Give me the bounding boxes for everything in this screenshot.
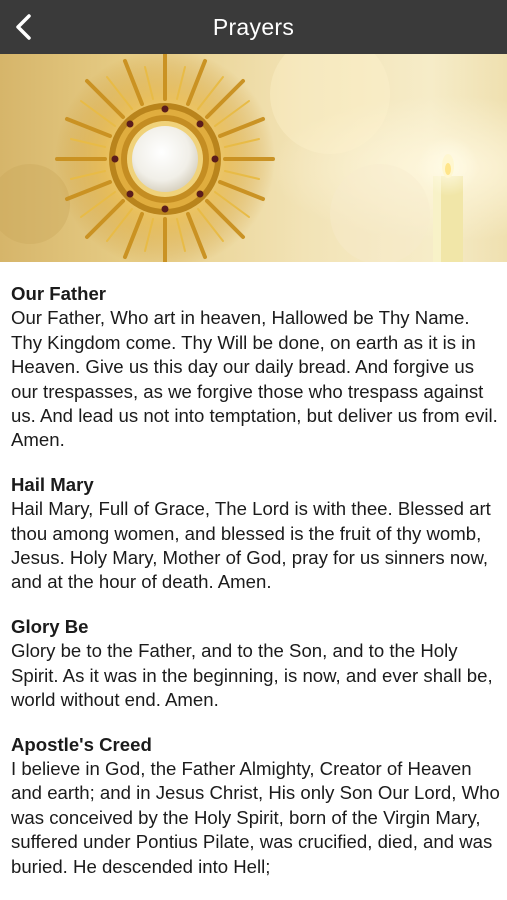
prayers-list <box>11 262 501 879</box>
navigation-bar <box>0 0 507 54</box>
prayer-glory-be <box>11 615 501 713</box>
prayer-title: Hail Mary <box>11 473 94 495</box>
prayer-apostles-creed <box>11 733 501 879</box>
prayer-hail-mary <box>11 473 501 595</box>
page-title: Prayers <box>212 14 295 40</box>
prayer-text: I believe in God, the Father Almighty, Creator of Heaven and earth; and in Jesus Christ, His only Son Our Lord, Who was conceived by the Holy Spirit, born of the Virgin Mary, suffered under Pontius Pilate, was crucified, died, and was buried. He descended into Hell; <box>11 757 500 877</box>
prayer-our-father <box>11 282 501 453</box>
prayer-title: Our Father <box>11 283 107 304</box>
prayer-text: Our Father, Who art in heaven, Hallowed be Thy Name. Thy Kingdom come. Thy Will be done, on earth as it is in Heaven. Give us this day our daily bread. And forgive us our trespasses, as we forgive those who trespass against us. And lead us not into temptation, but deliver us from evil. Amen. <box>11 307 498 451</box>
monstrance-illustration <box>0 54 507 262</box>
prayer-text: Glory be to the Father, and to the Son, and to the Holy Spirit. As it was in the beginning, is now, and ever shall be, world without end. Amen. <box>11 640 493 711</box>
monstrance-header-image <box>0 54 507 262</box>
prayer-text: Hail Mary, Full of Grace, The Lord is with thee. Blessed art thou among women, and blessed is the fruit of thy womb, Jesus. Holy Mary, Mother of God, pray for us sinners now, and at the hour of death. Amen. <box>11 498 491 593</box>
prayer-title: Glory Be <box>11 615 89 637</box>
prayer-title: Apostle's Creed <box>11 733 152 755</box>
